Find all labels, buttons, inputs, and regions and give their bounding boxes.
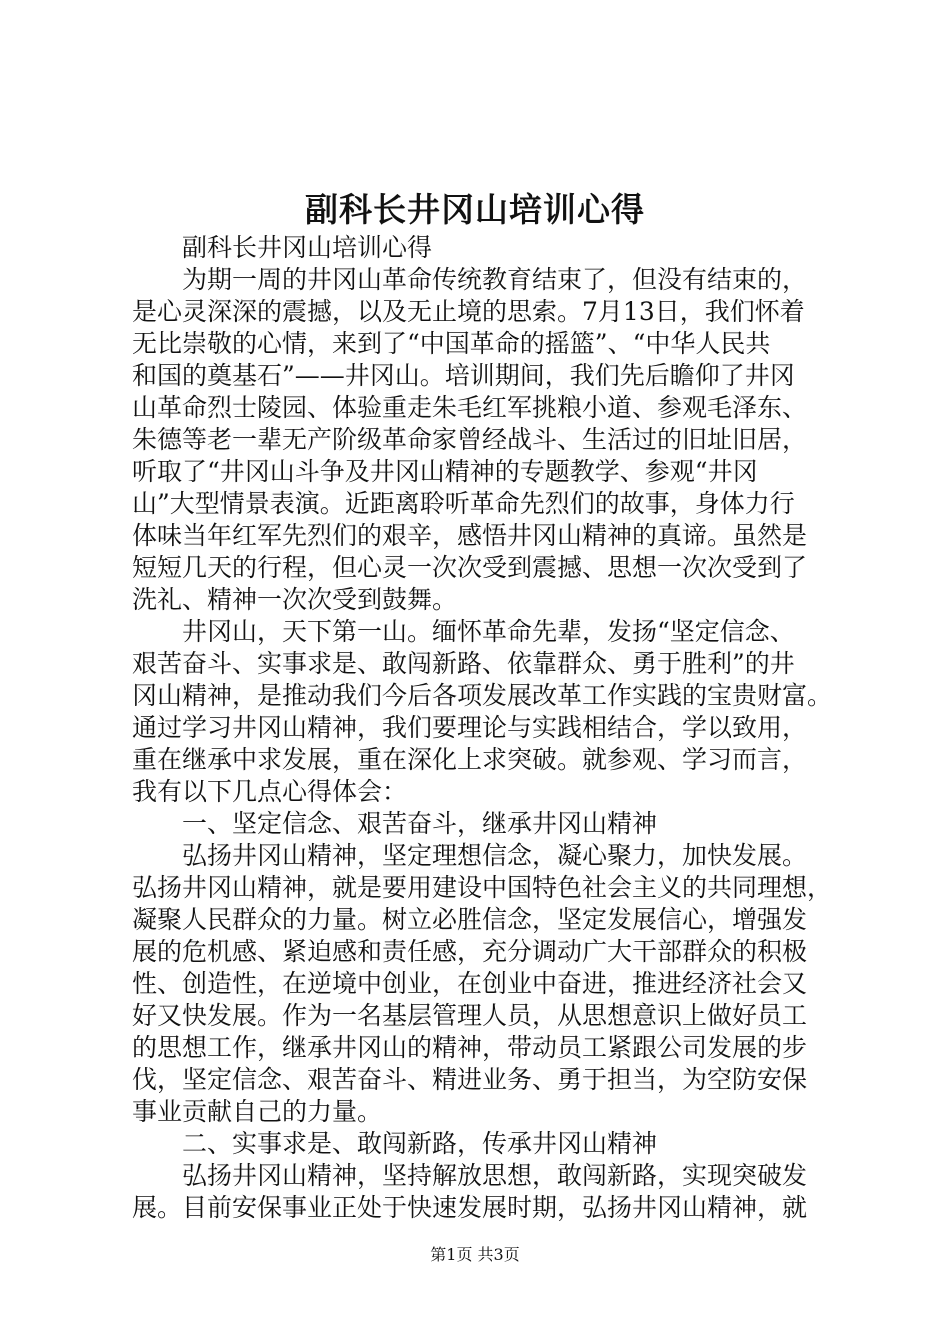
body-line: 性、创造性，在逆境中创业，在创业中奋进，推进经济社会又 [132,969,808,998]
body-line: 展的危机感、紧迫感和责任感，充分调动广大干部群众的积极 [132,937,808,966]
body-line: 朱德等老一辈无产阶级革命家曾经战斗、生活过的旧址旧居， [132,425,808,454]
body-line: 我有以下几点心得体会： [132,777,408,806]
body-line: 弘扬井冈山精神，坚定理想信念，凝心聚力，加快发展。 [132,841,808,870]
body-line: 井冈山，天下第一山。缅怀革命先辈，发扬“坚定信念、 [132,617,795,646]
body-line: 山”大型情景表演。近距离聆听革命先烈们的故事，身体力行 [132,489,795,518]
body-line: 事业贡献自己的力量。 [132,1097,383,1126]
body-line: 洗礼、精神一次次受到鼓舞。 [132,585,458,614]
body-line: 和国的奠基石”——井冈山。培训期间，我们先后瞻仰了井冈 [132,361,795,390]
body-line: 听取了“井冈山斗争及井冈山精神的专题教学、参观“井冈 [132,457,758,486]
body-line: 副科长井冈山培训心得 [132,233,433,262]
body-line: 重在继承中求发展，重在深化上求突破。就参观、学习而言， [132,745,808,774]
body-line: 弘扬井冈山精神，坚持解放思想，敢闯新路，实现突破发 [132,1161,808,1190]
body-line: 的思想工作，继承井冈山的精神，带动员工紧跟公司发展的步 [132,1033,808,1062]
document-body [132,232,832,1224]
body-line: 凝聚人民群众的力量。树立必胜信念，坚定发展信心，增强发 [132,905,808,934]
body-line: 为期一周的井冈山革命传统教育结束了，但没有结束的， [132,265,808,294]
body-line: 艰苦奋斗、实事求是、敢闯新路、依靠群众、勇于胜利”的井 [132,649,795,678]
body-line: 二、实事求是、敢闯新路，传承井冈山精神 [132,1129,658,1158]
body-line: 山革命烈士陵园、体验重走朱毛红军挑粮小道、参观毛泽东、 [132,393,808,422]
body-line: 弘扬井冈山精神，就是要用建设中国特色社会主义的共同理想， [132,873,832,902]
body-line: 体味当年红军先烈们的艰辛，感悟井冈山精神的真谛。虽然是 [132,521,808,550]
body-line: 冈山精神，是推动我们今后各项发展改革工作实践的宝贵财富。 [132,681,832,710]
body-line: 一、坚定信念、艰苦奋斗，继承井冈山精神 [132,809,658,838]
body-line: 通过学习井冈山精神，我们要理论与实践相结合，学以致用， [132,713,808,742]
body-line: 是心灵深深的震撼，以及无止境的思索。7月13日，我们怀着 [132,297,805,326]
body-line: 好又快发展。作为一名基层管理人员，从思想意识上做好员工 [132,1001,808,1030]
document-title: 副科长井冈山培训心得 [305,190,645,229]
page-footer: 第1页 共3页 [430,1245,520,1264]
body-line: 无比崇敬的心情，来到了“中国革命的摇篮”、“中华人民共 [132,329,771,358]
body-line: 伐，坚定信念、艰苦奋斗、精进业务、勇于担当，为空防安保 [132,1065,808,1094]
body-line: 短短几天的行程，但心灵一次次受到震撼、思想一次次受到了 [132,553,808,582]
body-line: 展。目前安保事业正处于快速发展时期，弘扬井冈山精神，就 [132,1193,808,1222]
